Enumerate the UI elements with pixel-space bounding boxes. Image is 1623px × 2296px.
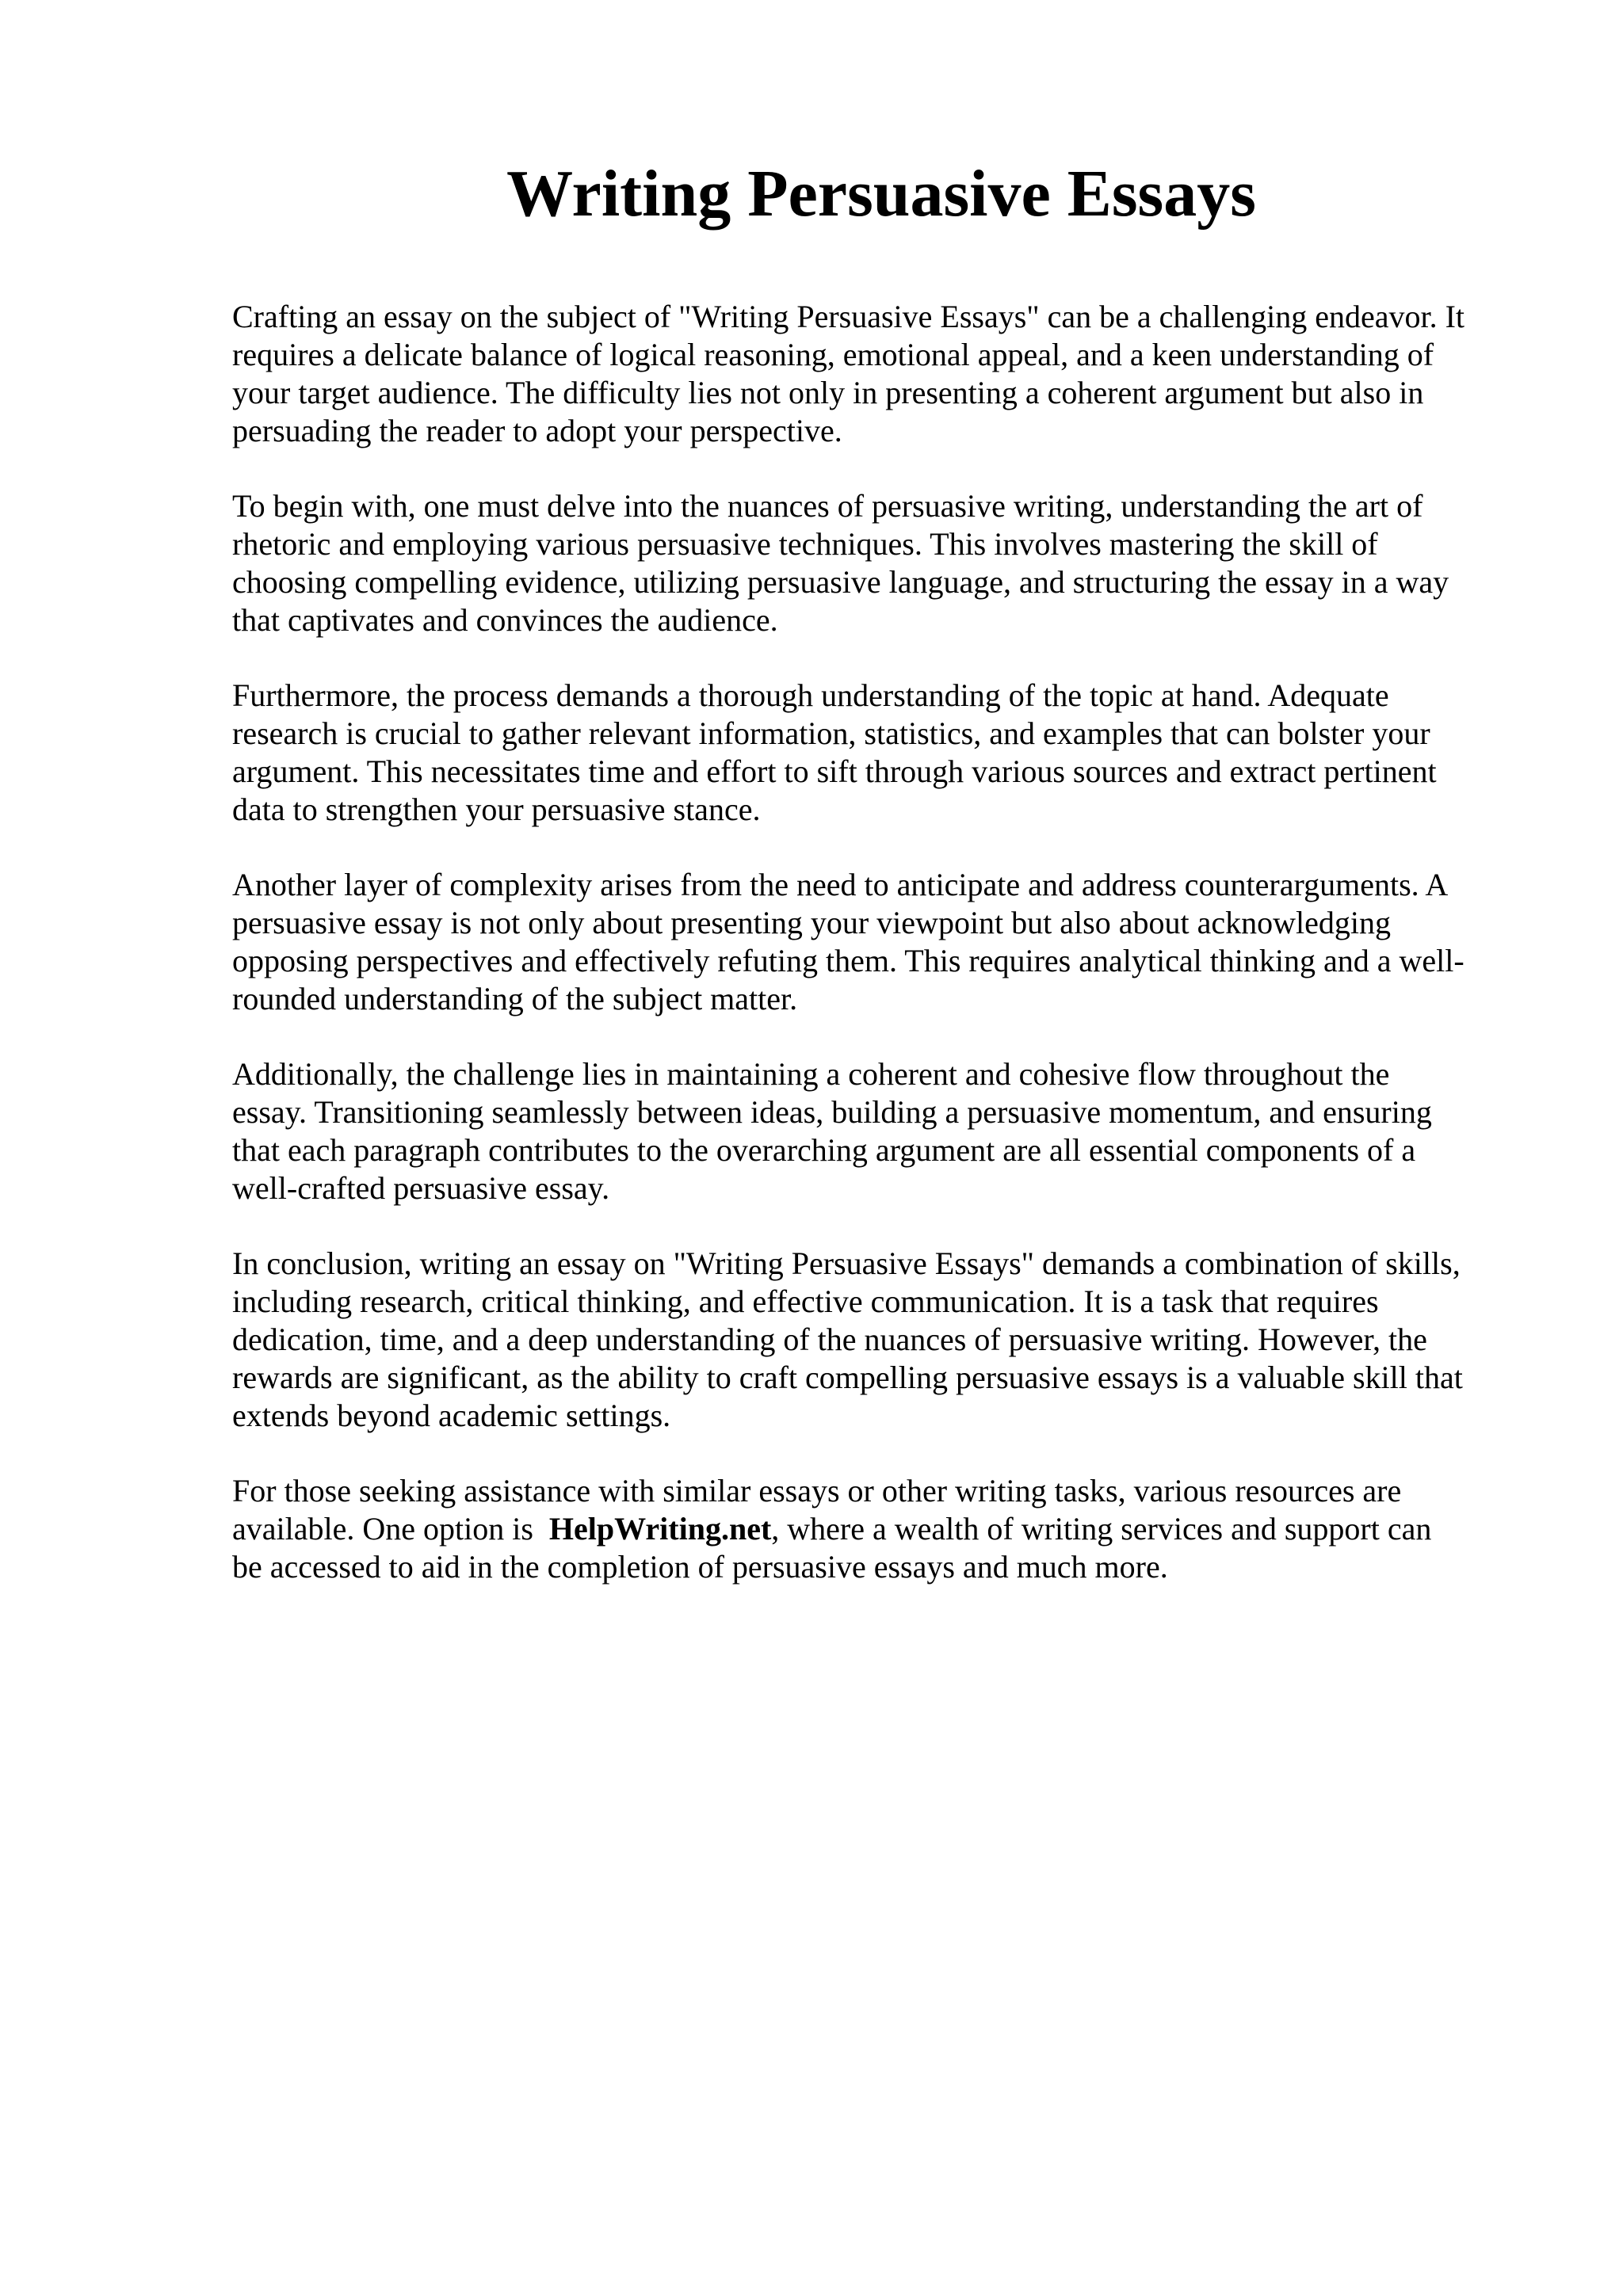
body-paragraph bbox=[232, 298, 1532, 450]
closing-text-after-link: , where a wealth of writing services and support can bbox=[771, 1511, 1432, 1547]
paragraph-line: that each paragraph contributes to the overarching argument are all essential components of a bbox=[232, 1132, 1416, 1168]
paragraph-list bbox=[232, 298, 1532, 1435]
paragraph-line: extends beyond academic settings. bbox=[232, 1398, 671, 1433]
paragraph-line: essay. Transitioning seamlessly between ideas, building a persuasive momentum, and ensuring bbox=[232, 1094, 1432, 1130]
body-paragraph bbox=[232, 1055, 1532, 1207]
paragraph-line: Furthermore, the process demands a thorough understanding of the topic at hand. Adequate bbox=[232, 677, 1389, 713]
paragraph-line: well-crafted persuasive essay. bbox=[232, 1170, 610, 1206]
paragraph-line: rhetoric and employing various persuasive techniques. This involves mastering the skill of bbox=[232, 526, 1378, 562]
body-paragraph bbox=[232, 487, 1532, 639]
paragraph-line: be accessed to aid in the completion of persuasive essays and much more. bbox=[232, 1549, 1168, 1585]
paragraph-line bbox=[232, 1510, 1532, 1548]
paragraph-line: persuasive essay is not only about presenting your viewpoint but also about acknowledging bbox=[232, 905, 1391, 940]
paragraph-line: To begin with, one must delve into the nuances of persuasive writing, understanding the art of bbox=[232, 488, 1423, 524]
helpwriting-link[interactable]: HelpWriting.net bbox=[548, 1511, 772, 1547]
paragraph-line: Another layer of complexity arises from the need to anticipate and address counterarguments. A bbox=[232, 867, 1449, 902]
paragraph-line: persuading the reader to adopt your perspective. bbox=[232, 413, 842, 448]
paragraph-line: Crafting an essay on the subject of "Writing Persuasive Essays" can be a challenging endeavor. It bbox=[232, 299, 1465, 334]
paragraph-line: argument. This necessitates time and effort to sift through various sources and extract pertinent bbox=[232, 753, 1437, 789]
paragraph-line: In conclusion, writing an essay on "Writing Persuasive Essays" demands a combination of skills, bbox=[232, 1245, 1461, 1281]
paragraph-line: rewards are significant, as the ability to craft compelling persuasive essays is a valuable skill that bbox=[232, 1360, 1463, 1395]
paragraph-line: Additionally, the challenge lies in maintaining a coherent and cohesive flow throughout the bbox=[232, 1056, 1390, 1092]
paragraph-line: research is crucial to gather relevant information, statistics, and examples that can bolster your bbox=[232, 715, 1430, 751]
body-paragraph bbox=[232, 1245, 1532, 1435]
document-title: Writing Persuasive Essays bbox=[506, 157, 1256, 231]
closing-text-before-link: available. One option is bbox=[232, 1511, 541, 1547]
body-paragraph bbox=[232, 677, 1532, 829]
paragraph-line: requires a delicate balance of logical reasoning, emotional appeal, and a keen understanding of bbox=[232, 337, 1434, 372]
body-paragraph bbox=[232, 866, 1532, 1018]
paragraph-line: your target audience. The difficulty lies not only in presenting a coherent argument but also in bbox=[232, 375, 1424, 410]
paragraph-line: choosing compelling evidence, utilizing persuasive language, and structuring the essay in a way bbox=[232, 564, 1449, 600]
document-body bbox=[232, 298, 1532, 1623]
paragraph-line: rounded understanding of the subject matter. bbox=[232, 981, 798, 1016]
paragraph-line: dedication, time, and a deep understanding of the nuances of persuasive writing. However, the bbox=[232, 1322, 1427, 1357]
paragraph-line: data to strengthen your persuasive stance. bbox=[232, 791, 761, 827]
paragraph-line: including research, critical thinking, and effective communication. It is a task that requires bbox=[232, 1283, 1379, 1319]
paragraph-line: For those seeking assistance with similar essays or other writing tasks, various resources are bbox=[232, 1473, 1402, 1508]
closing-paragraph bbox=[232, 1472, 1532, 1586]
paragraph-line: opposing perspectives and effectively refuting them. This requires analytical thinking and a well- bbox=[232, 943, 1465, 978]
paragraph-line: that captivates and convinces the audience. bbox=[232, 602, 778, 638]
